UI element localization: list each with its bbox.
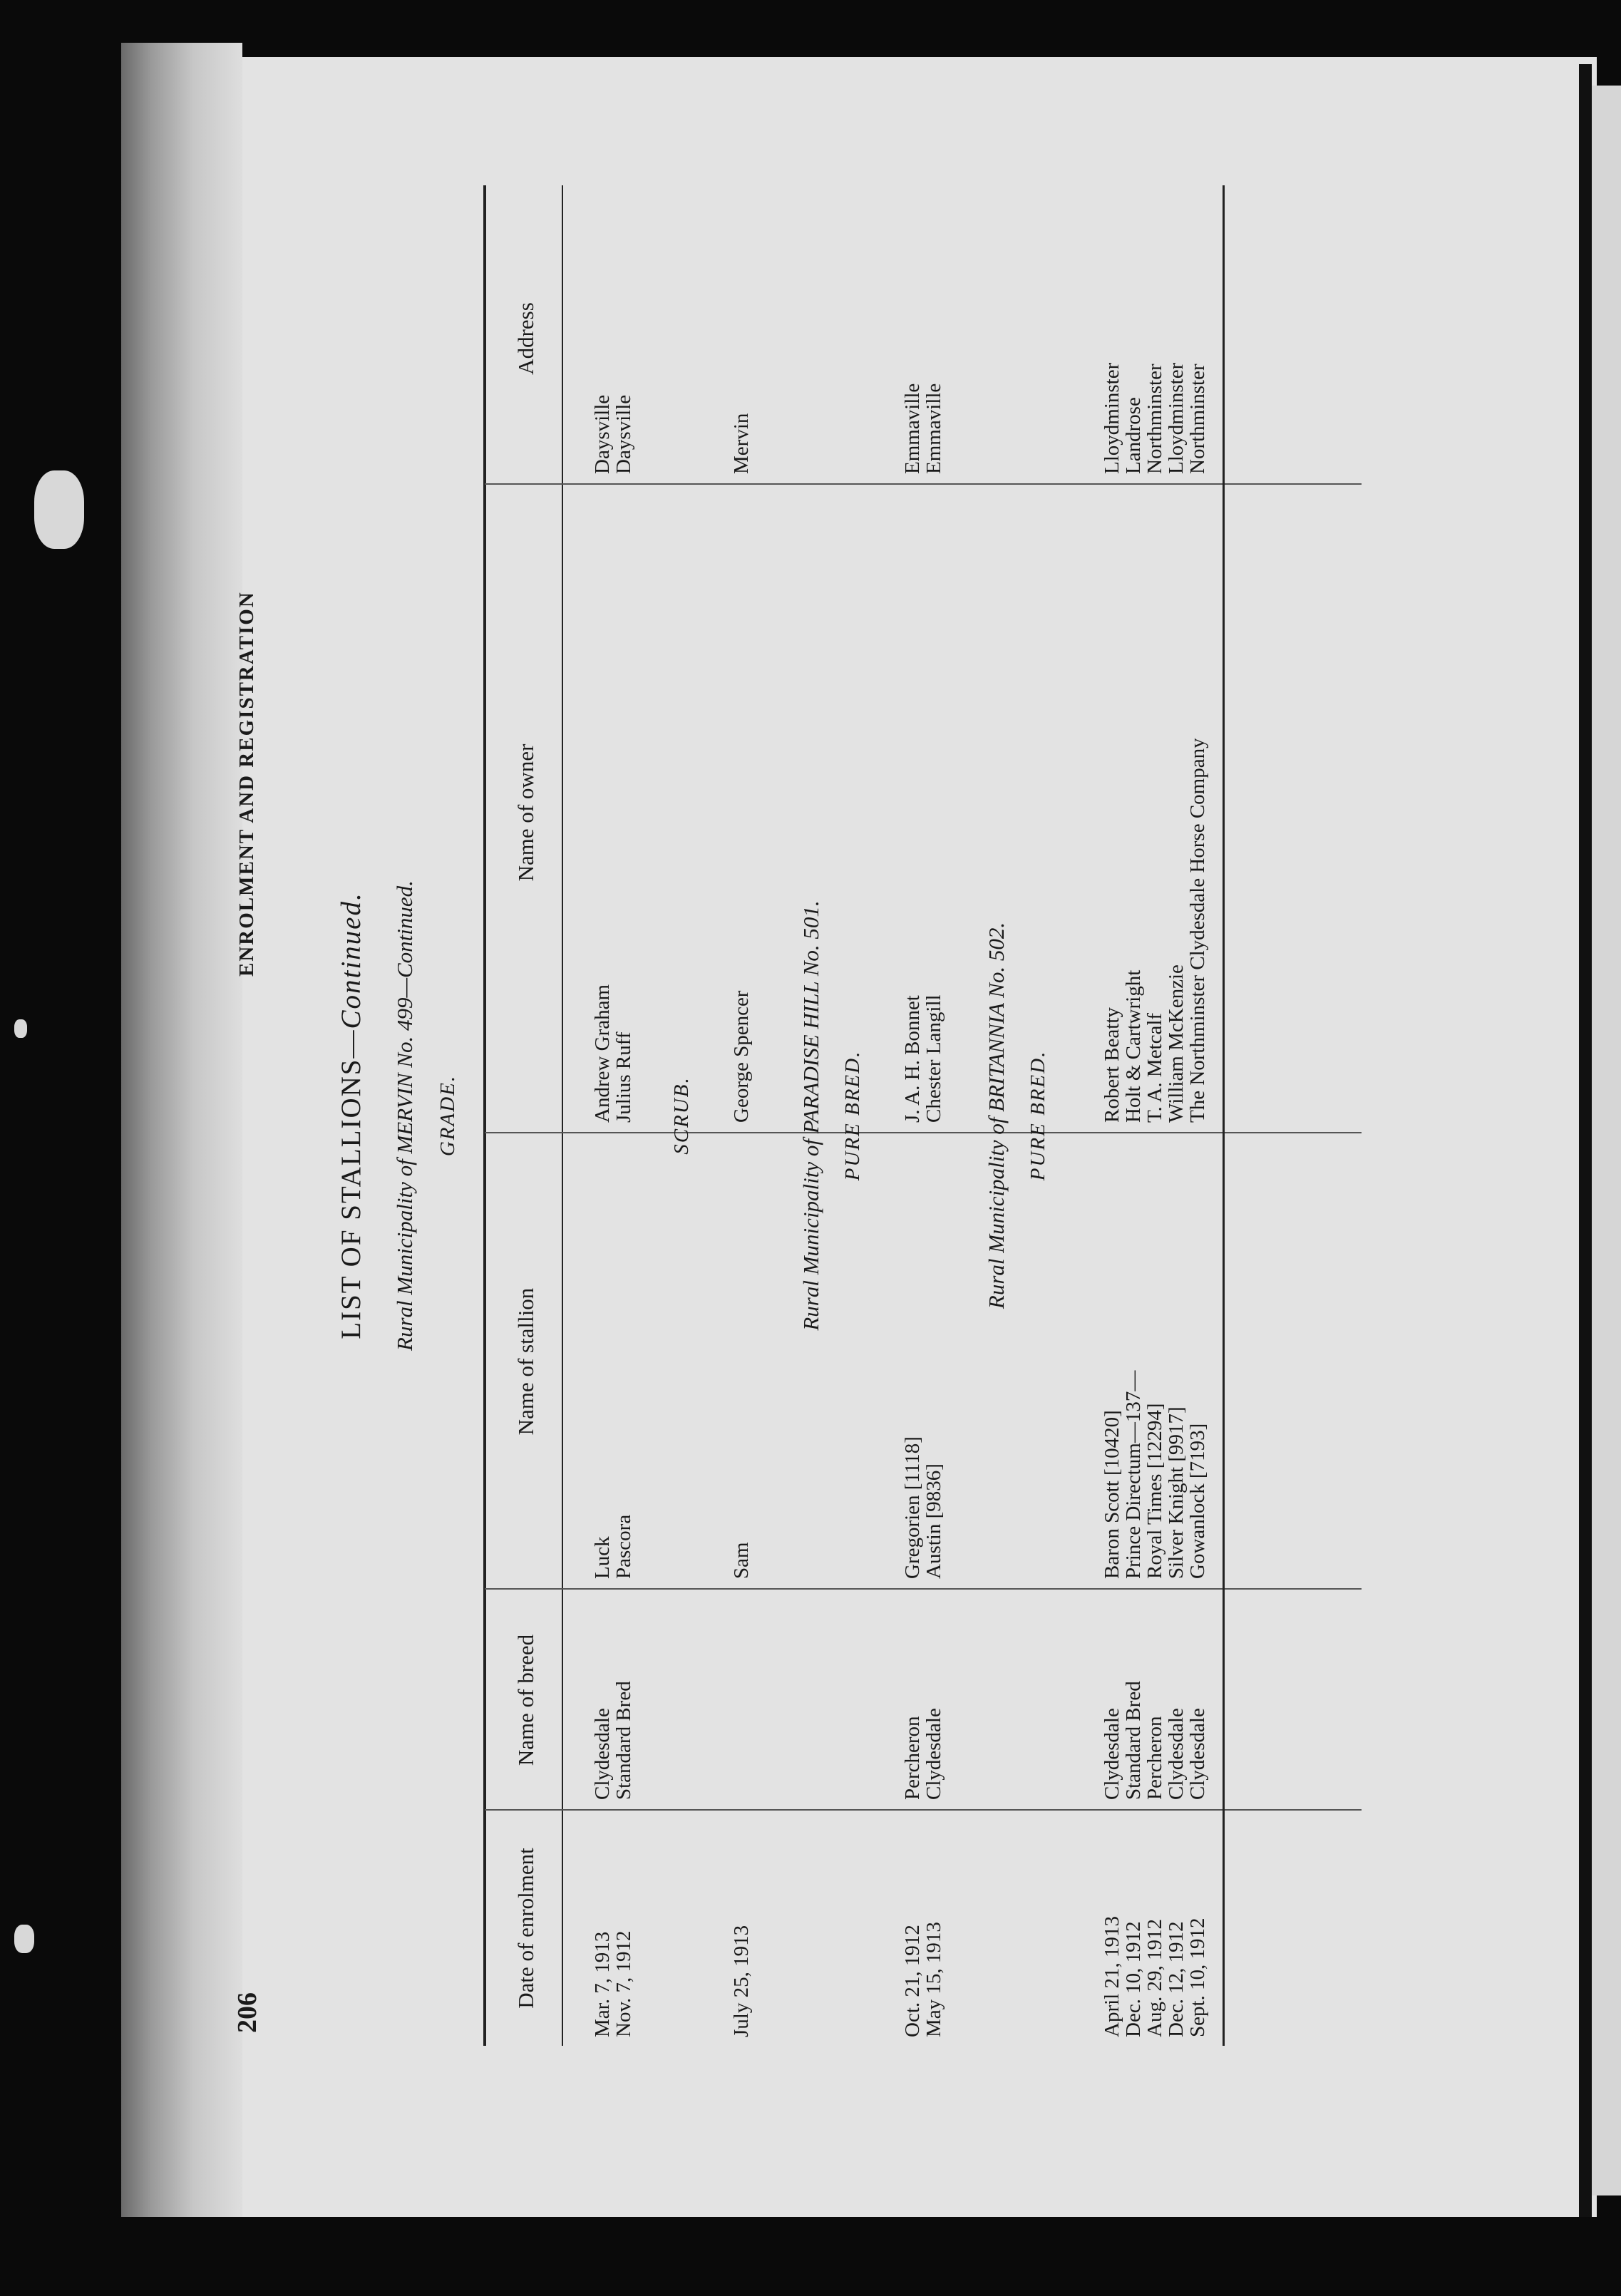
table-title <box>335 185 367 2046</box>
cell-breed: Percheron <box>1143 1716 1166 1800</box>
page-edge-shadow <box>121 43 242 2217</box>
category-heading: PURE BRED. <box>841 1050 864 1181</box>
column-header-breed: Name of breed <box>513 1634 538 1766</box>
column-divider <box>485 483 1362 485</box>
column-divider <box>485 1588 1362 1590</box>
cell-address: Emmaville <box>901 383 924 474</box>
cell-breed: Clydesdale <box>1101 1708 1123 1800</box>
cell-stallion: Prince Directum—137— <box>1122 1370 1145 1579</box>
cell-breed: Percheron <box>901 1716 924 1800</box>
cell-address: Northminster <box>1186 364 1209 474</box>
cell-owner: T. A. Metcalf <box>1143 1012 1166 1123</box>
column-header-date: Date of enrolment <box>513 1848 538 2009</box>
column-header-owner: Name of owner <box>513 743 538 882</box>
page-gutter-right <box>1579 64 1592 2217</box>
cell-date: Oct. 21, 1912 <box>901 1925 924 2037</box>
cell-owner: Julius Ruff <box>612 1031 635 1123</box>
cell-date: Aug. 29, 1912 <box>1143 1919 1166 2037</box>
header-bottom-rule <box>562 185 563 2046</box>
column-header-stallion: Name of stallion <box>513 1287 538 1436</box>
cell-breed: Clydesdale <box>591 1708 614 1800</box>
cell-stallion: Gregorien [1118] <box>901 1436 924 1579</box>
cell-breed: Clydesdale <box>1186 1708 1209 1800</box>
cell-address: Lloydminster <box>1165 362 1188 474</box>
paper-fleck <box>14 1019 27 1038</box>
cell-address: Lloydminster <box>1101 362 1123 474</box>
cell-stallion: Sam <box>730 1542 753 1579</box>
cell-address: Northminster <box>1143 364 1166 474</box>
cell-date: July 25, 1913 <box>730 1925 753 2037</box>
cell-owner: Andrew Graham <box>591 984 614 1123</box>
cell-address: Landrose <box>1122 397 1145 474</box>
cell-stallion: Luck <box>591 1536 614 1579</box>
column-header-address: Address <box>513 302 538 375</box>
cell-address: Daysville <box>591 394 614 474</box>
paper-fleck <box>34 470 84 549</box>
cell-date: May 15, 1913 <box>922 1922 945 2037</box>
cell-breed: Standard Bred <box>1122 1681 1145 1800</box>
cell-date: April 21, 1913 <box>1101 1916 1123 2037</box>
cell-owner: J. A. H. Bonnet <box>901 995 924 1123</box>
title-continued: Continued. <box>336 892 366 1029</box>
column-divider <box>485 1132 1362 1133</box>
cell-stallion: Silver Knight [9917] <box>1165 1406 1188 1579</box>
cell-date: Dec. 12, 1912 <box>1165 1921 1188 2037</box>
cell-date: Nov. 7, 1912 <box>612 1930 635 2037</box>
next-page-edge <box>1592 86 1621 2195</box>
cell-address: Emmaville <box>922 383 945 474</box>
category-heading: PURE BRED. <box>1026 1050 1049 1181</box>
cell-date: Mar. 7, 1913 <box>591 1931 614 2037</box>
cell-breed: Standard Bred <box>612 1681 635 1800</box>
category-heading: SCRUB. <box>670 1076 693 1155</box>
cell-date: Dec. 10, 1912 <box>1122 1921 1145 2037</box>
running-title: ENROLMENT AND REGISTRATION <box>235 591 258 977</box>
cell-address: Mervin <box>730 413 753 474</box>
cell-owner: George Spencer <box>730 990 753 1123</box>
column-divider <box>485 1809 1362 1811</box>
cell-stallion: Pascora <box>612 1514 635 1579</box>
municipality-heading: Rural Municipality of BRITANNIA No. 502. <box>984 922 1009 1309</box>
municipality-heading: Rural Municipality of PARADISE HILL No. 501. <box>798 900 823 1331</box>
cell-stallion: Royal Times [12294] <box>1143 1403 1166 1579</box>
cell-date: Sept. 10, 1912 <box>1186 1917 1209 2037</box>
paper-fleck <box>14 1925 34 1953</box>
title-main: LIST OF STALLIONS— <box>336 1029 366 1339</box>
cell-address: Daysville <box>612 394 635 474</box>
municipality-heading: Rural Municipality of MERVIN No. 499—Continued. <box>392 880 417 1351</box>
cell-stallion: Baron Scott [10420] <box>1101 1410 1123 1579</box>
cell-owner: Chester Langill <box>922 994 945 1123</box>
category-heading: GRADE. <box>436 1074 459 1157</box>
table-bottom-rule <box>1223 185 1225 2046</box>
cell-owner: Robert Beatty <box>1101 1007 1123 1123</box>
cell-owner: Holt & Cartwright <box>1122 969 1145 1123</box>
page-number: 206 <box>232 1992 262 2033</box>
cell-stallion: Austin [9836] <box>922 1463 945 1579</box>
cell-breed: Clydesdale <box>1165 1708 1188 1800</box>
cell-owner: William McKenzie <box>1165 964 1188 1123</box>
cell-breed: Clydesdale <box>922 1708 945 1800</box>
table-top-rule <box>483 185 486 2046</box>
cell-stallion: Gowanlock [7193] <box>1186 1423 1209 1579</box>
rotated-page-content <box>228 185 1490 2046</box>
cell-owner: The Northminster Clydesdale Horse Company <box>1186 738 1209 1123</box>
